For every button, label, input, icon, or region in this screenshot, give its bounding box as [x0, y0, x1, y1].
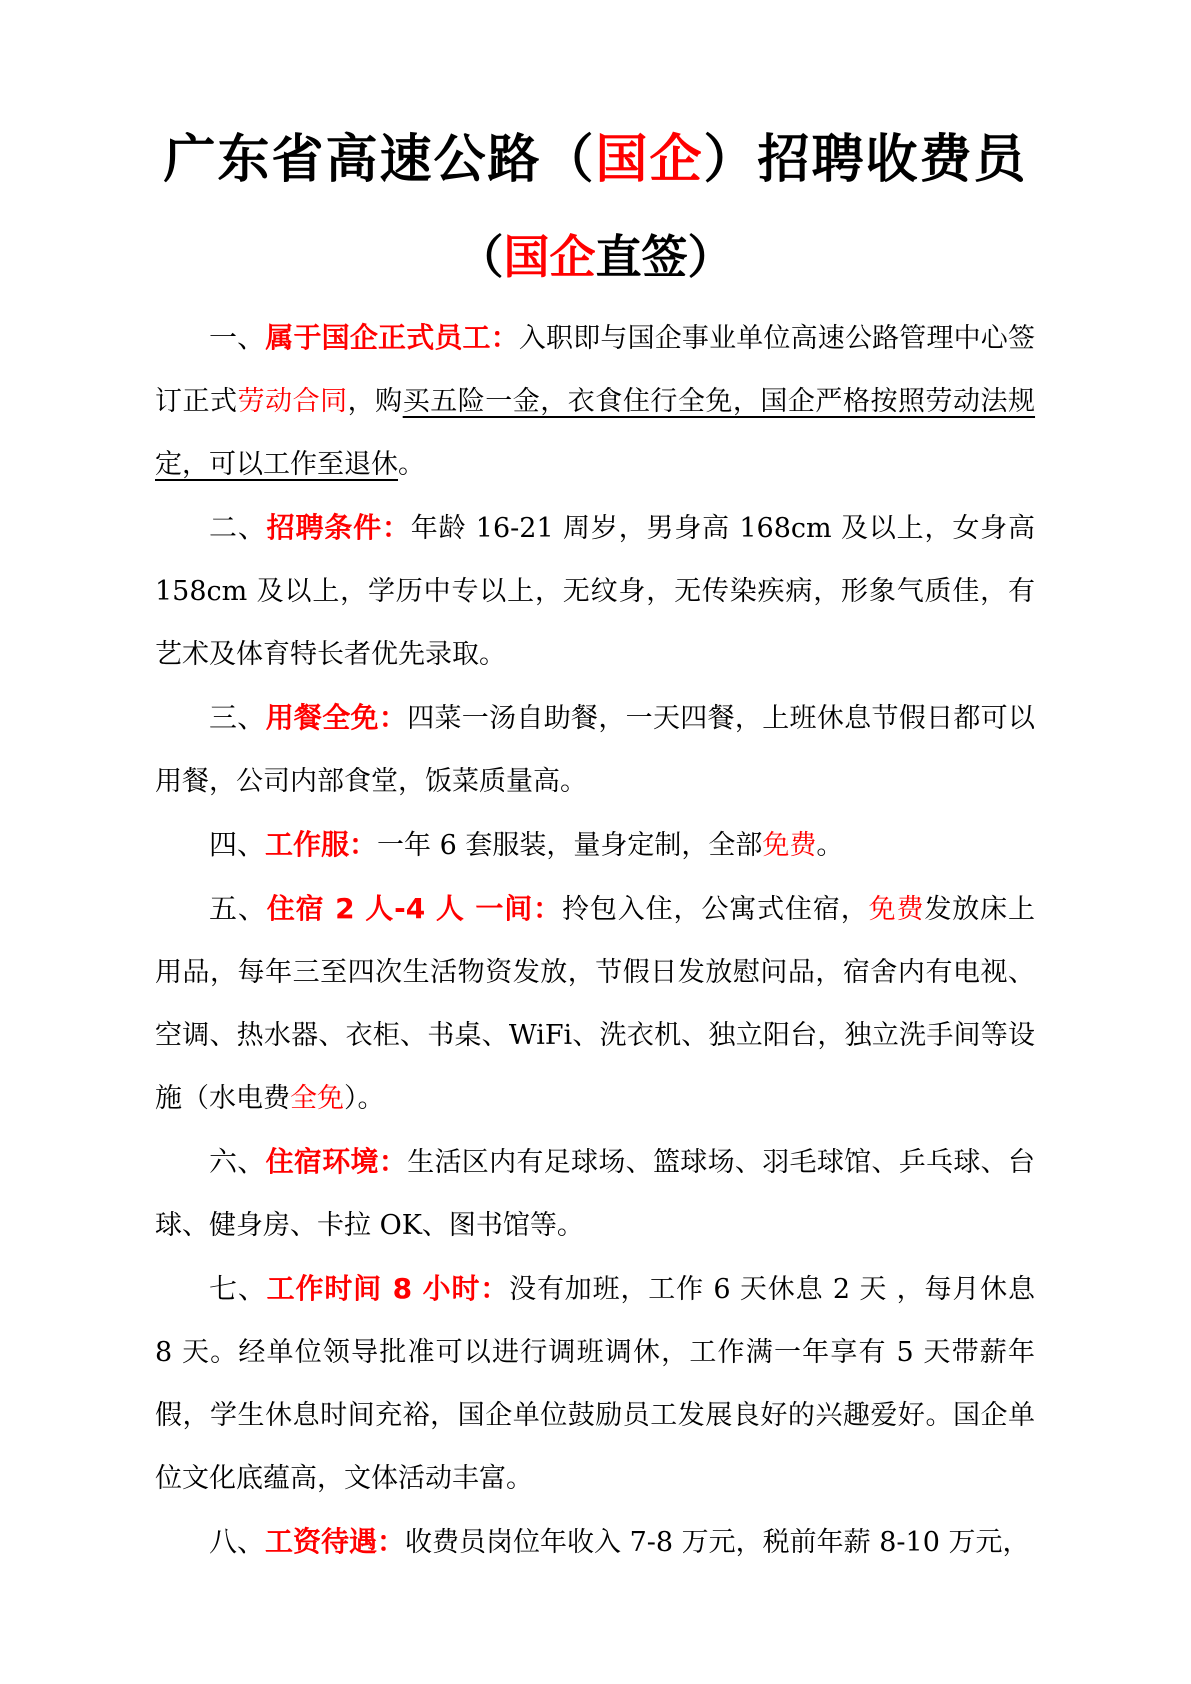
section-5: [155, 877, 1035, 1130]
highlight-text: 免费: [762, 830, 817, 861]
section-number: 三、: [209, 701, 266, 734]
subtitle-part-1: （: [457, 230, 504, 284]
highlight-text: 免费: [868, 894, 925, 925]
section-heading: 工作服：: [265, 828, 378, 861]
section-number: 八、: [209, 1525, 266, 1558]
section-text: 没有加班，工作 6 天休息 2 天 ，每月休息 8 天。经单位领导批准可以进行调班调休，工作满一年享有 5 天带薪年假，学生休息时间充裕，国企单位鼓励员工发展良好的兴趣爱好。国企单位文化底蕴高，文体活动丰富。: [155, 1274, 1035, 1494]
underlined-text: 买五险一金，衣食住行全免，国企严格按照劳动法规定，可以工作至退休: [155, 386, 1036, 480]
title-part-1: 广东省高速公路（: [163, 130, 596, 190]
page-subtitle: [0, 222, 1191, 292]
section-heading: 招聘条件：: [266, 511, 411, 544]
subtitle-part-3: 直签）: [595, 230, 734, 284]
section-number: 六、: [209, 1145, 266, 1178]
section-text: ，购: [347, 386, 403, 417]
section-1: [155, 306, 1035, 496]
section-2: [155, 496, 1035, 686]
section-text: ）。: [344, 1083, 385, 1114]
section-8: [155, 1510, 1035, 1574]
section-6: [155, 1130, 1035, 1257]
section-text: 生活区内有足球场、篮球场、羽毛球馆、乒乓球、台球、健身房、卡拉 OK、图书馆等。: [155, 1147, 1035, 1241]
section-text: 收费员岗位年收入 7-8 万元，税前年薪 8-10 万元，: [405, 1527, 1030, 1558]
document-body: [155, 306, 1035, 1574]
section-number: 七、: [209, 1272, 267, 1305]
section-text: 发放床上用品，每年三至四次生活物资发放，节假日发放慰问品，宿舍内有电视、空调、热水器、衣柜、书桌、WiFi、洗衣机、独立阳台，独立洗手间等设施（水电费: [155, 894, 1036, 1114]
section-text: 。: [398, 449, 425, 480]
section-heading: 用餐全免：: [265, 701, 408, 734]
subtitle-highlight: 国企: [503, 230, 596, 284]
section-number: 二、: [209, 511, 267, 544]
title-highlight: 国企: [595, 130, 704, 190]
section-7: [155, 1257, 1035, 1510]
highlight-text: 全免: [290, 1083, 344, 1114]
section-3: [155, 686, 1035, 813]
section-text: 入职即与国企事业单位高速公路管理中心签订正式: [155, 323, 1035, 417]
page-title: [0, 120, 1191, 200]
highlight-text: 劳动合同: [237, 386, 348, 417]
title-part-3: ）招聘收费员: [703, 130, 1028, 190]
section-heading: 属于国企正式员工：: [265, 321, 519, 354]
section-text: 。: [816, 830, 844, 861]
section-number: 五、: [209, 892, 267, 925]
section-4: [155, 813, 1035, 877]
section-text: 一年 6 套服装，量身定制，全部: [377, 830, 763, 861]
section-text: 拎包入住，公寓式住宿，: [561, 894, 869, 925]
section-number: 一、: [209, 321, 266, 354]
section-heading: 工作时间 8 小时：: [266, 1272, 510, 1305]
section-heading: 住宿 2 人-4 人 一间：: [266, 892, 562, 925]
section-heading: 工资待遇：: [265, 1525, 406, 1558]
section-text: 年龄 16-21 周岁，男身高 168cm 及以上，女身高 158cm 及以上，学历中专以上，无纹身，无传染疾病，形象气质佳，有艺术及体育特长者优先录取。: [155, 513, 1035, 670]
section-text: 四菜一汤自助餐，一天四餐，上班休息节假日都可以用餐，公司内部食堂，饭菜质量高。: [155, 703, 1035, 797]
section-heading: 住宿环境：: [265, 1145, 408, 1178]
section-number: 四、: [209, 828, 266, 861]
